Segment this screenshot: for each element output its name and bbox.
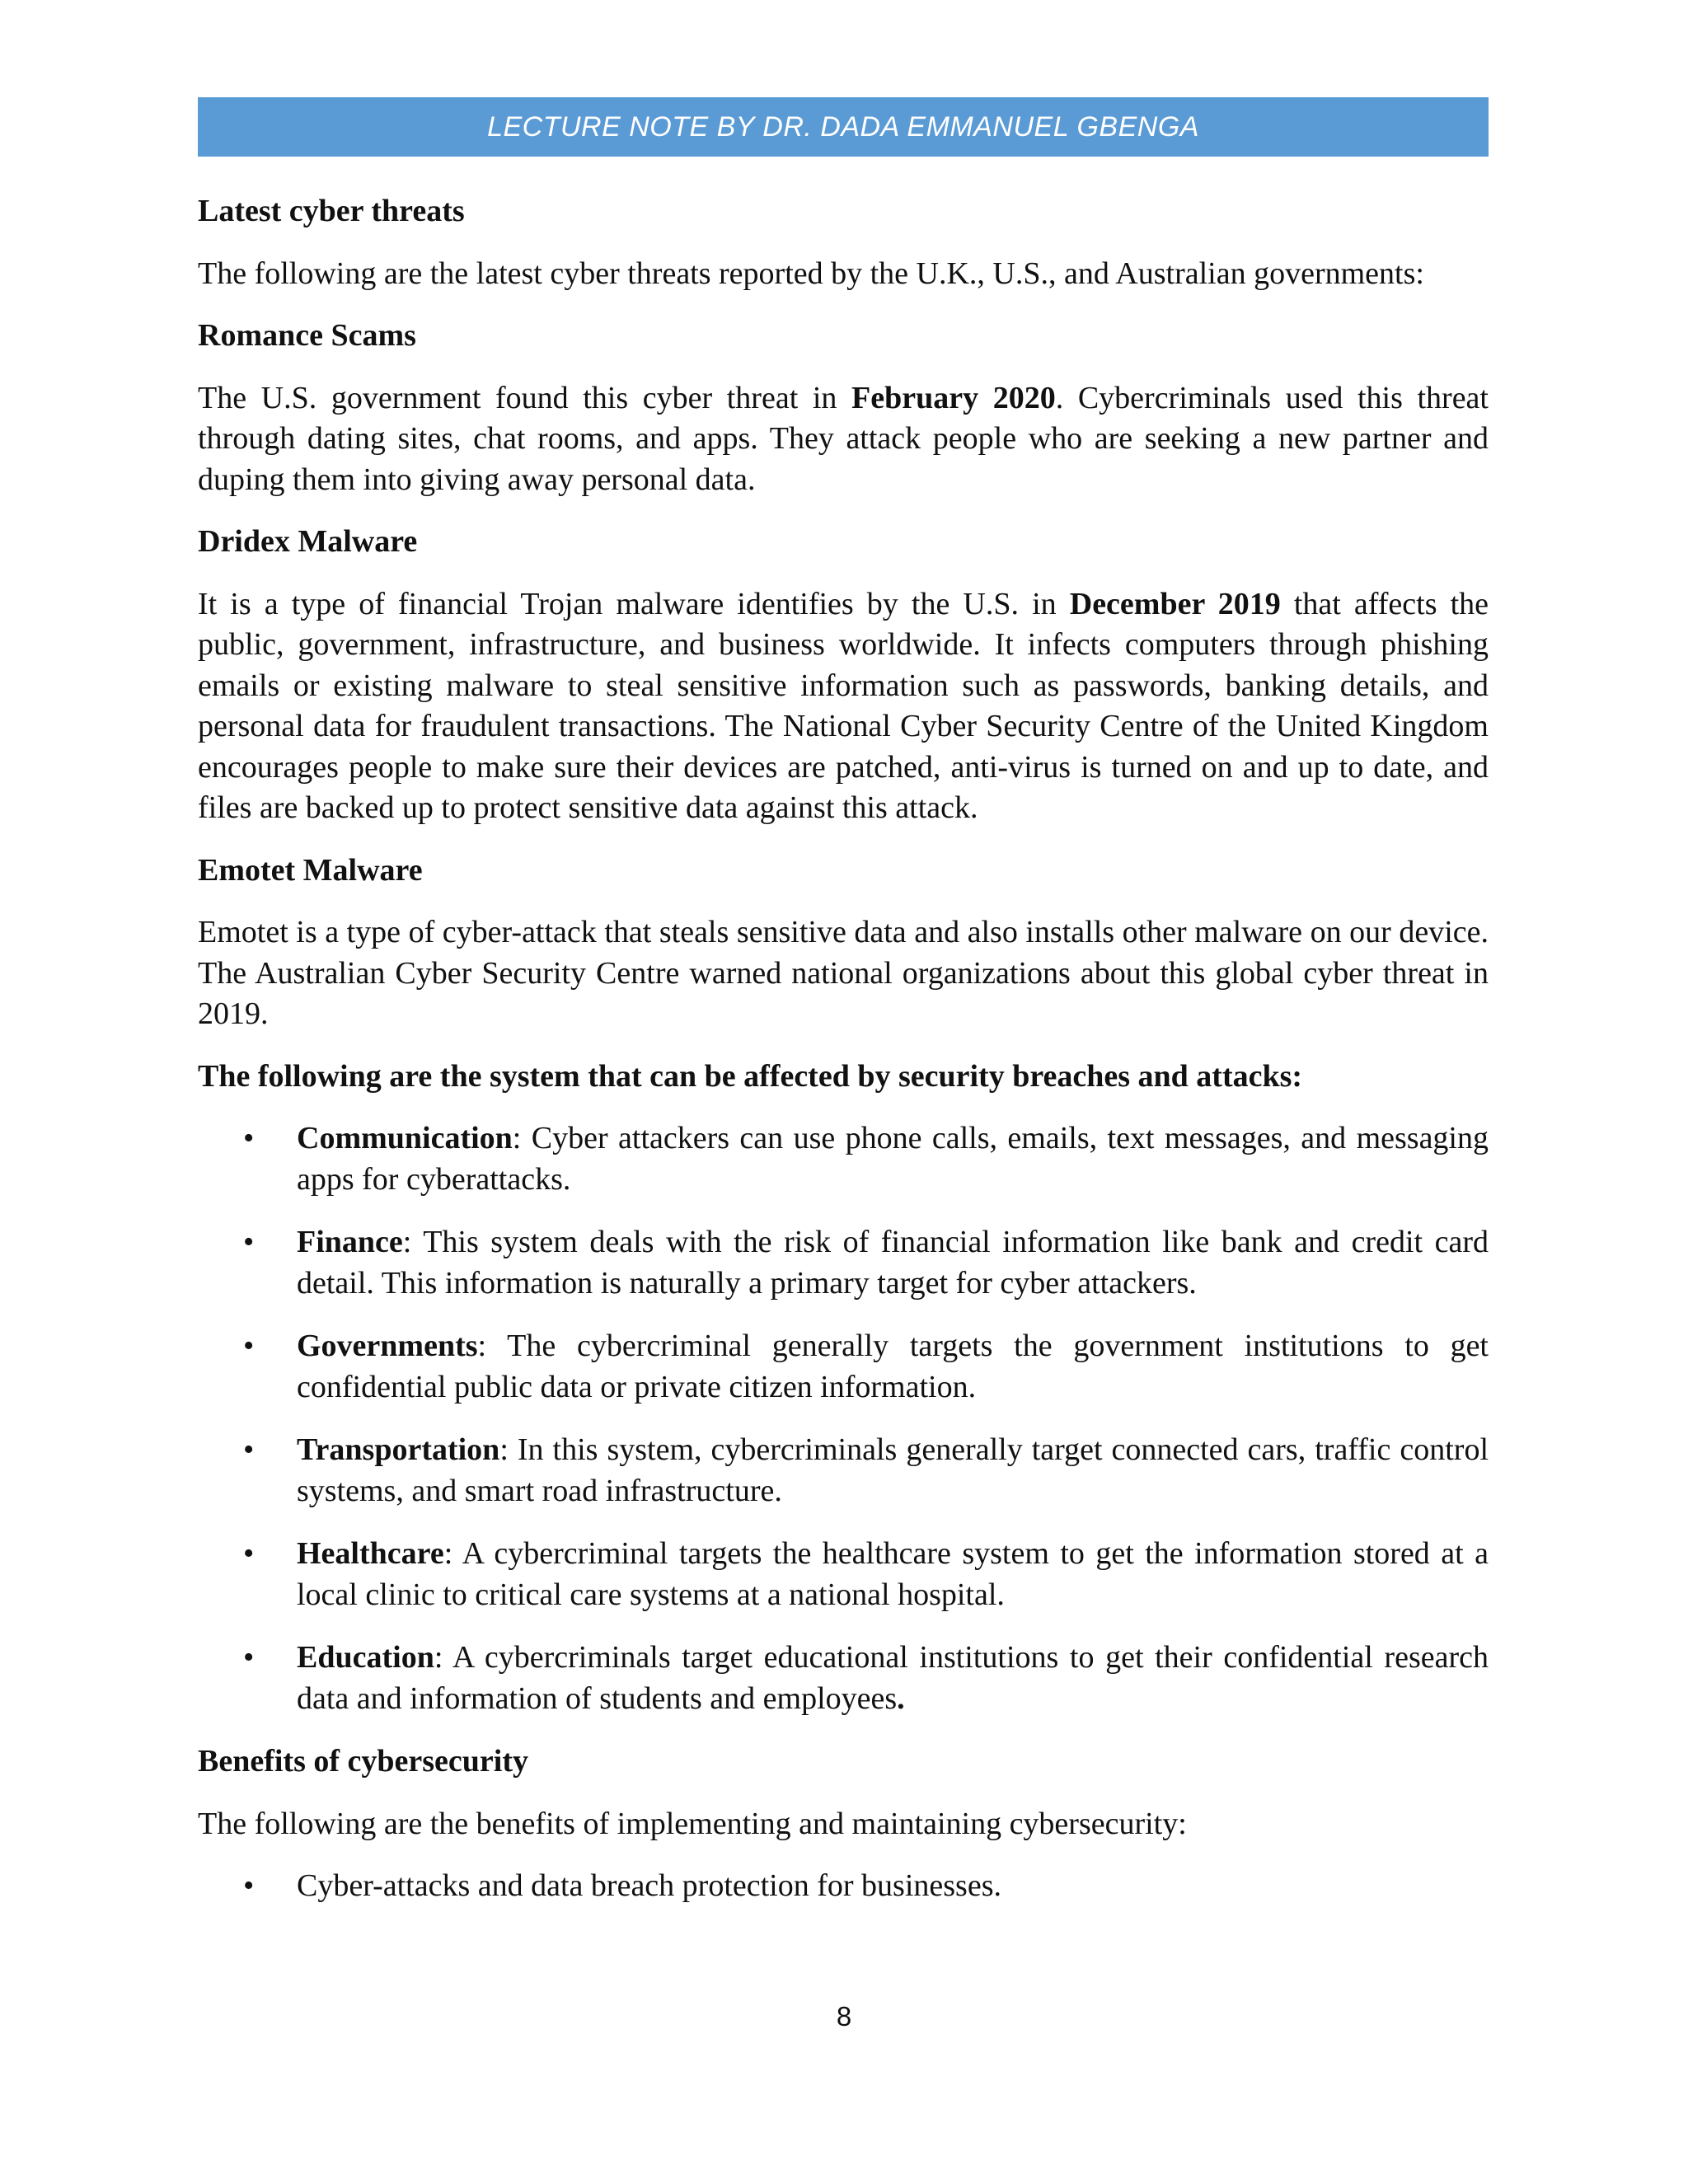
document-body (198, 191, 1489, 1929)
benefits-list (198, 1866, 1489, 1907)
list-item-term: Healthcare (297, 1536, 444, 1571)
romance-date: February 2020 (851, 380, 1056, 415)
list-item-trail: . (897, 1680, 905, 1716)
affected-systems-list (198, 1118, 1489, 1719)
header-title: LECTURE NOTE BY DR. DADA EMMANUEL GBENGA (487, 110, 1199, 143)
heading-affected-systems: The following are the system that can be affected by security breaches and attacks: (198, 1058, 1303, 1094)
paragraph-romance (198, 378, 1489, 501)
header-band (198, 97, 1489, 157)
list-item (198, 1118, 1489, 1200)
list-item-term: Finance (297, 1225, 403, 1259)
list-item (198, 1326, 1489, 1408)
bullet-icon: • (243, 1868, 255, 1903)
heading-romance-scams: Romance Scams (198, 318, 416, 353)
heading-latest-threats: Latest cyber threats (198, 194, 465, 228)
heading-dridex-malware: Dridex Malware (198, 524, 418, 559)
list-item (198, 1638, 1489, 1719)
heading-benefits: Benefits of cybersecurity (198, 1744, 528, 1779)
list-item-text: : A cybercriminal targets the healthcare system to get the information stored at a local clinic to critical care systems at a national hospital. (297, 1536, 1489, 1612)
list-item-text: Cyber-attacks and data breach protection for businesses. (297, 1868, 1001, 1903)
paragraph-benefits-intro: The following are the benefits of implementing and maintaining cybersecurity: (198, 1806, 1187, 1841)
list-item-text: : Cyber attackers can use phone calls, emails, text messages, and messaging apps for cyberattacks. (297, 1121, 1489, 1197)
romance-text-start: The U.S. government found this cyber threat in (198, 380, 852, 415)
list-item-text: : In this system, cybercriminals generally target connected cars, traffic control systems, and smart road infrastructure. (297, 1432, 1489, 1508)
list-item-text: : The cybercriminal generally targets the government institutions to get confidential public data or private citizen information. (297, 1329, 1489, 1404)
dridex-text-start: It is a type of financial Trojan malware identifies by the U.S. in (198, 586, 1070, 621)
bullet-icon: • (243, 1536, 255, 1571)
bullet-icon: • (243, 1640, 255, 1675)
bullet-icon: • (243, 1121, 255, 1155)
list-item-term: Transportation (297, 1432, 500, 1467)
paragraph-latest-intro: The following are the latest cyber threats reported by the U.K., U.S., and Australian governments: (198, 255, 1424, 291)
list-item (198, 1222, 1489, 1304)
list-item (198, 1534, 1489, 1615)
page-number: 8 (836, 2001, 852, 2032)
list-item-text: : A cybercriminals target educational institutions to get their confidential research data and information of students and employees (297, 1640, 1489, 1716)
romance-text-end: . Cybercriminals used this threat through dating sites, chat rooms, and apps. They attack people who are seeking a new partner and duping them into giving away personal data. (198, 380, 1489, 497)
list-item-text: : This system deals with the risk of financial information like bank and credit card detail. This information is naturally a primary target for cyber attackers. (297, 1225, 1489, 1301)
heading-emotet-malware: Emotet Malware (198, 852, 423, 888)
list-item-term: Communication (297, 1121, 513, 1155)
bullet-icon: • (243, 1329, 255, 1363)
list-item-term: Education (297, 1640, 434, 1675)
list-item (198, 1430, 1489, 1511)
list-item (198, 1866, 1489, 1907)
paragraph-emotet: Emotet is a type of cyber-attack that steals sensitive data and also installs other malware on our device. The Australian Cyber Security Centre warned national organizations about this global cyber threat in 2019. (198, 915, 1489, 1031)
dridex-text-end: that affects the public, government, infrastructure, and business worldwide. It infects computers through phishing emails or existing malware to steal sensitive information such as passwords, banking details, and personal data for fraudulent transactions. The National Cyber Security Centre of the United Kingdom encourages people to make sure their devices are patched, anti-virus is turned on and up to date, and files are backed up to protect sensitive data against this attack. (198, 586, 1489, 825)
dridex-date: December 2019 (1069, 586, 1281, 621)
bullet-icon: • (243, 1432, 255, 1467)
paragraph-dridex (198, 584, 1489, 829)
bullet-icon: • (243, 1225, 255, 1259)
list-item-term: Governments (297, 1329, 478, 1363)
